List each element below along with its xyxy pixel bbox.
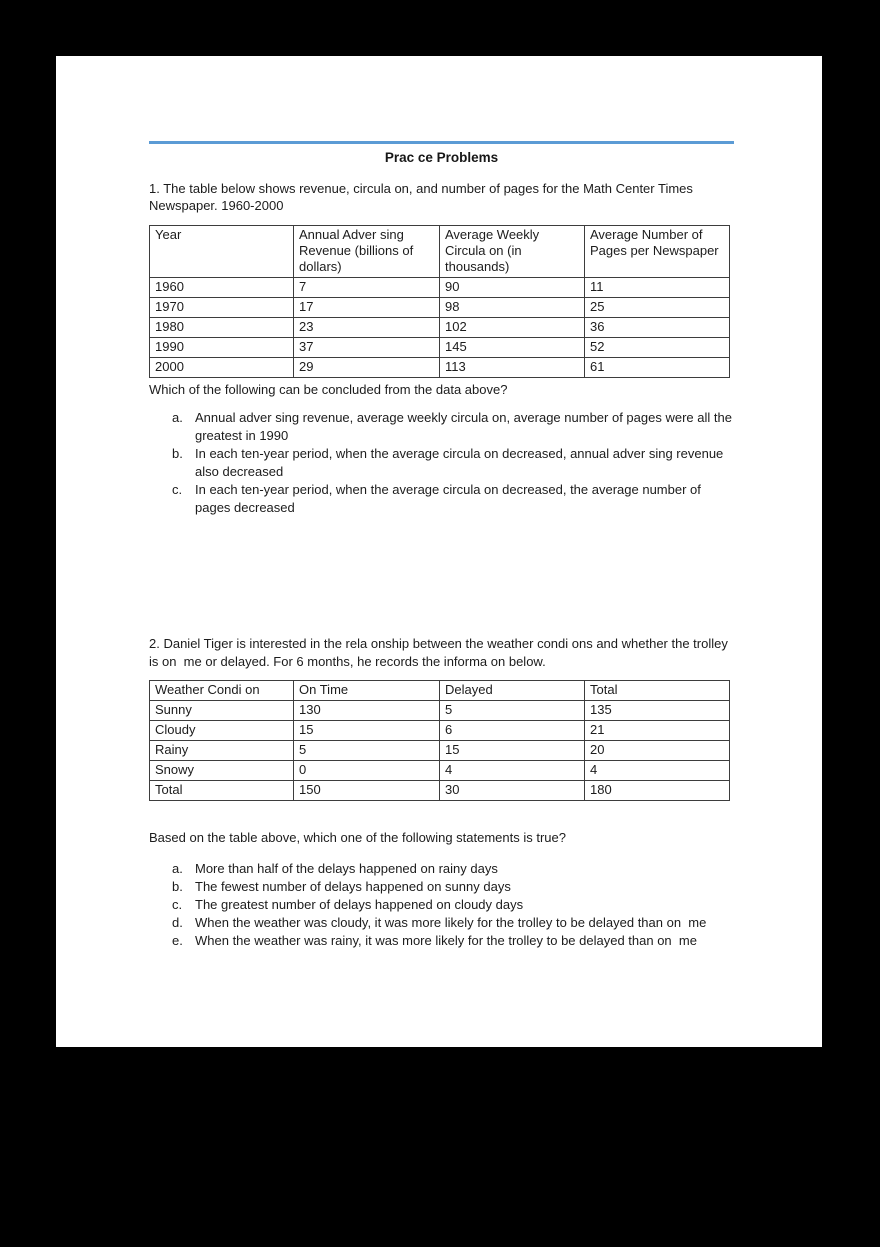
table-cell: 145 xyxy=(440,337,585,357)
option-text: In each ten-year period, when the average circula on decreased, annual adver sing revenue also decreased xyxy=(195,446,727,479)
table-cell: 6 xyxy=(440,721,585,741)
table-cell: 0 xyxy=(294,761,440,781)
table-cell: 11 xyxy=(585,277,730,297)
table-header-cell: Average Weekly Circula on (in thousands) xyxy=(440,225,585,277)
table-cell: Snowy xyxy=(150,761,294,781)
table-header-cell: Average Number of Pages per Newspaper xyxy=(585,225,730,277)
table-cell: 15 xyxy=(440,741,585,761)
table-cell: 5 xyxy=(294,741,440,761)
option-b xyxy=(149,445,734,481)
table-row xyxy=(150,721,730,741)
option-text: The fewest number of delays happened on sunny days xyxy=(195,878,511,894)
table-cell: 17 xyxy=(294,297,440,317)
table-header-cell: Total xyxy=(585,681,730,701)
table-header-cell: Annual Adver sing Revenue (billions of dollars) xyxy=(294,225,440,277)
table-row xyxy=(150,337,730,357)
weather-table xyxy=(149,680,730,801)
table-cell: 150 xyxy=(294,781,440,801)
table-cell: 1970 xyxy=(150,297,294,317)
option-letter: d. xyxy=(172,914,183,930)
option-letter: c. xyxy=(172,482,183,497)
table-cell: 1960 xyxy=(150,277,294,297)
question2-prompt: Based on the table above, which one of the following statements is true? xyxy=(149,830,566,845)
table-cell: 21 xyxy=(585,721,730,741)
table-row xyxy=(150,741,730,761)
option-text: When the weather was cloudy, it was more likely for the trolley to be delayed than on me xyxy=(195,914,707,930)
table-cell: 25 xyxy=(585,297,730,317)
option-d xyxy=(149,914,734,932)
table-cell: 4 xyxy=(440,761,585,781)
option-letter: c. xyxy=(172,896,183,912)
document-content xyxy=(149,56,734,950)
option-letter: e. xyxy=(172,932,183,948)
table-cell: 180 xyxy=(585,781,730,801)
table-cell: 113 xyxy=(440,357,585,377)
option-text: When the weather was rainy, it was more likely for the trolley to be delayed than on me xyxy=(195,932,697,948)
question2-intro: 2. Daniel Tiger is interested in the rela onship between the weather condi ons and whether the trolley is on me or delayed. For 6 months, he records the informa on below. xyxy=(149,636,732,669)
table-cell: Total xyxy=(150,781,294,801)
option-a xyxy=(149,409,734,445)
table-row xyxy=(150,701,730,721)
table-cell: 23 xyxy=(294,317,440,337)
table-header-cell: Year xyxy=(150,225,294,277)
table-cell: 130 xyxy=(294,701,440,721)
table-cell: Rainy xyxy=(150,741,294,761)
question1-options xyxy=(149,409,734,517)
newspaper-table xyxy=(149,225,730,378)
table-cell: 36 xyxy=(585,317,730,337)
table-cell: 61 xyxy=(585,357,730,377)
question1-prompt: Which of the following can be concluded from the data above? xyxy=(149,381,508,397)
table-row xyxy=(150,357,730,377)
table-header-row xyxy=(150,681,730,701)
table-cell: 52 xyxy=(585,337,730,357)
table-cell: 1990 xyxy=(150,337,294,357)
table-cell: 5 xyxy=(440,701,585,721)
table-cell: 30 xyxy=(440,781,585,801)
page-title: Prac ce Problems xyxy=(384,150,499,165)
table-header-cell: Weather Condi on xyxy=(150,681,294,701)
option-c xyxy=(149,481,734,517)
option-letter: b. xyxy=(172,878,183,894)
table-cell: 37 xyxy=(294,337,440,357)
option-b xyxy=(149,878,734,896)
table-cell: 98 xyxy=(440,297,585,317)
table-cell: 102 xyxy=(440,317,585,337)
option-e xyxy=(149,932,734,950)
option-text: Annual adver sing revenue, average weekly circula on, average number of pages were all the greatest in 1990 xyxy=(195,410,736,443)
table-row xyxy=(150,781,730,801)
table-cell: 15 xyxy=(294,721,440,741)
table-cell: 2000 xyxy=(150,357,294,377)
question2-options xyxy=(149,860,734,950)
table-cell: 20 xyxy=(585,741,730,761)
option-c xyxy=(149,896,734,914)
table-cell: Sunny xyxy=(150,701,294,721)
table-cell: Cloudy xyxy=(150,721,294,741)
option-text: More than half of the delays happened on rainy days xyxy=(195,860,498,876)
option-a xyxy=(149,860,734,878)
table-row xyxy=(150,761,730,781)
question1-intro: 1. The table below shows revenue, circula on, and number of pages for the Math Center Times Newspaper. 1960-2000 xyxy=(149,180,697,213)
option-text: The greatest number of delays happened on cloudy days xyxy=(195,896,524,912)
table-cell: 7 xyxy=(294,277,440,297)
table-cell: 29 xyxy=(294,357,440,377)
table-cell: 1980 xyxy=(150,317,294,337)
table-header-cell: On Time xyxy=(294,681,440,701)
table-row xyxy=(150,277,730,297)
table-cell: 135 xyxy=(585,701,730,721)
table-row xyxy=(150,317,730,337)
option-letter: a. xyxy=(172,860,183,876)
document-page xyxy=(56,56,822,1047)
option-letter: a. xyxy=(172,410,183,425)
table-cell: 90 xyxy=(440,277,585,297)
option-letter: b. xyxy=(172,446,183,461)
table-row xyxy=(150,297,730,317)
table-header-cell: Delayed xyxy=(440,681,585,701)
table-header-row xyxy=(150,225,730,277)
table-cell: 4 xyxy=(585,761,730,781)
option-text: In each ten-year period, when the average circula on decreased, the average number of pages decreased xyxy=(195,482,705,515)
